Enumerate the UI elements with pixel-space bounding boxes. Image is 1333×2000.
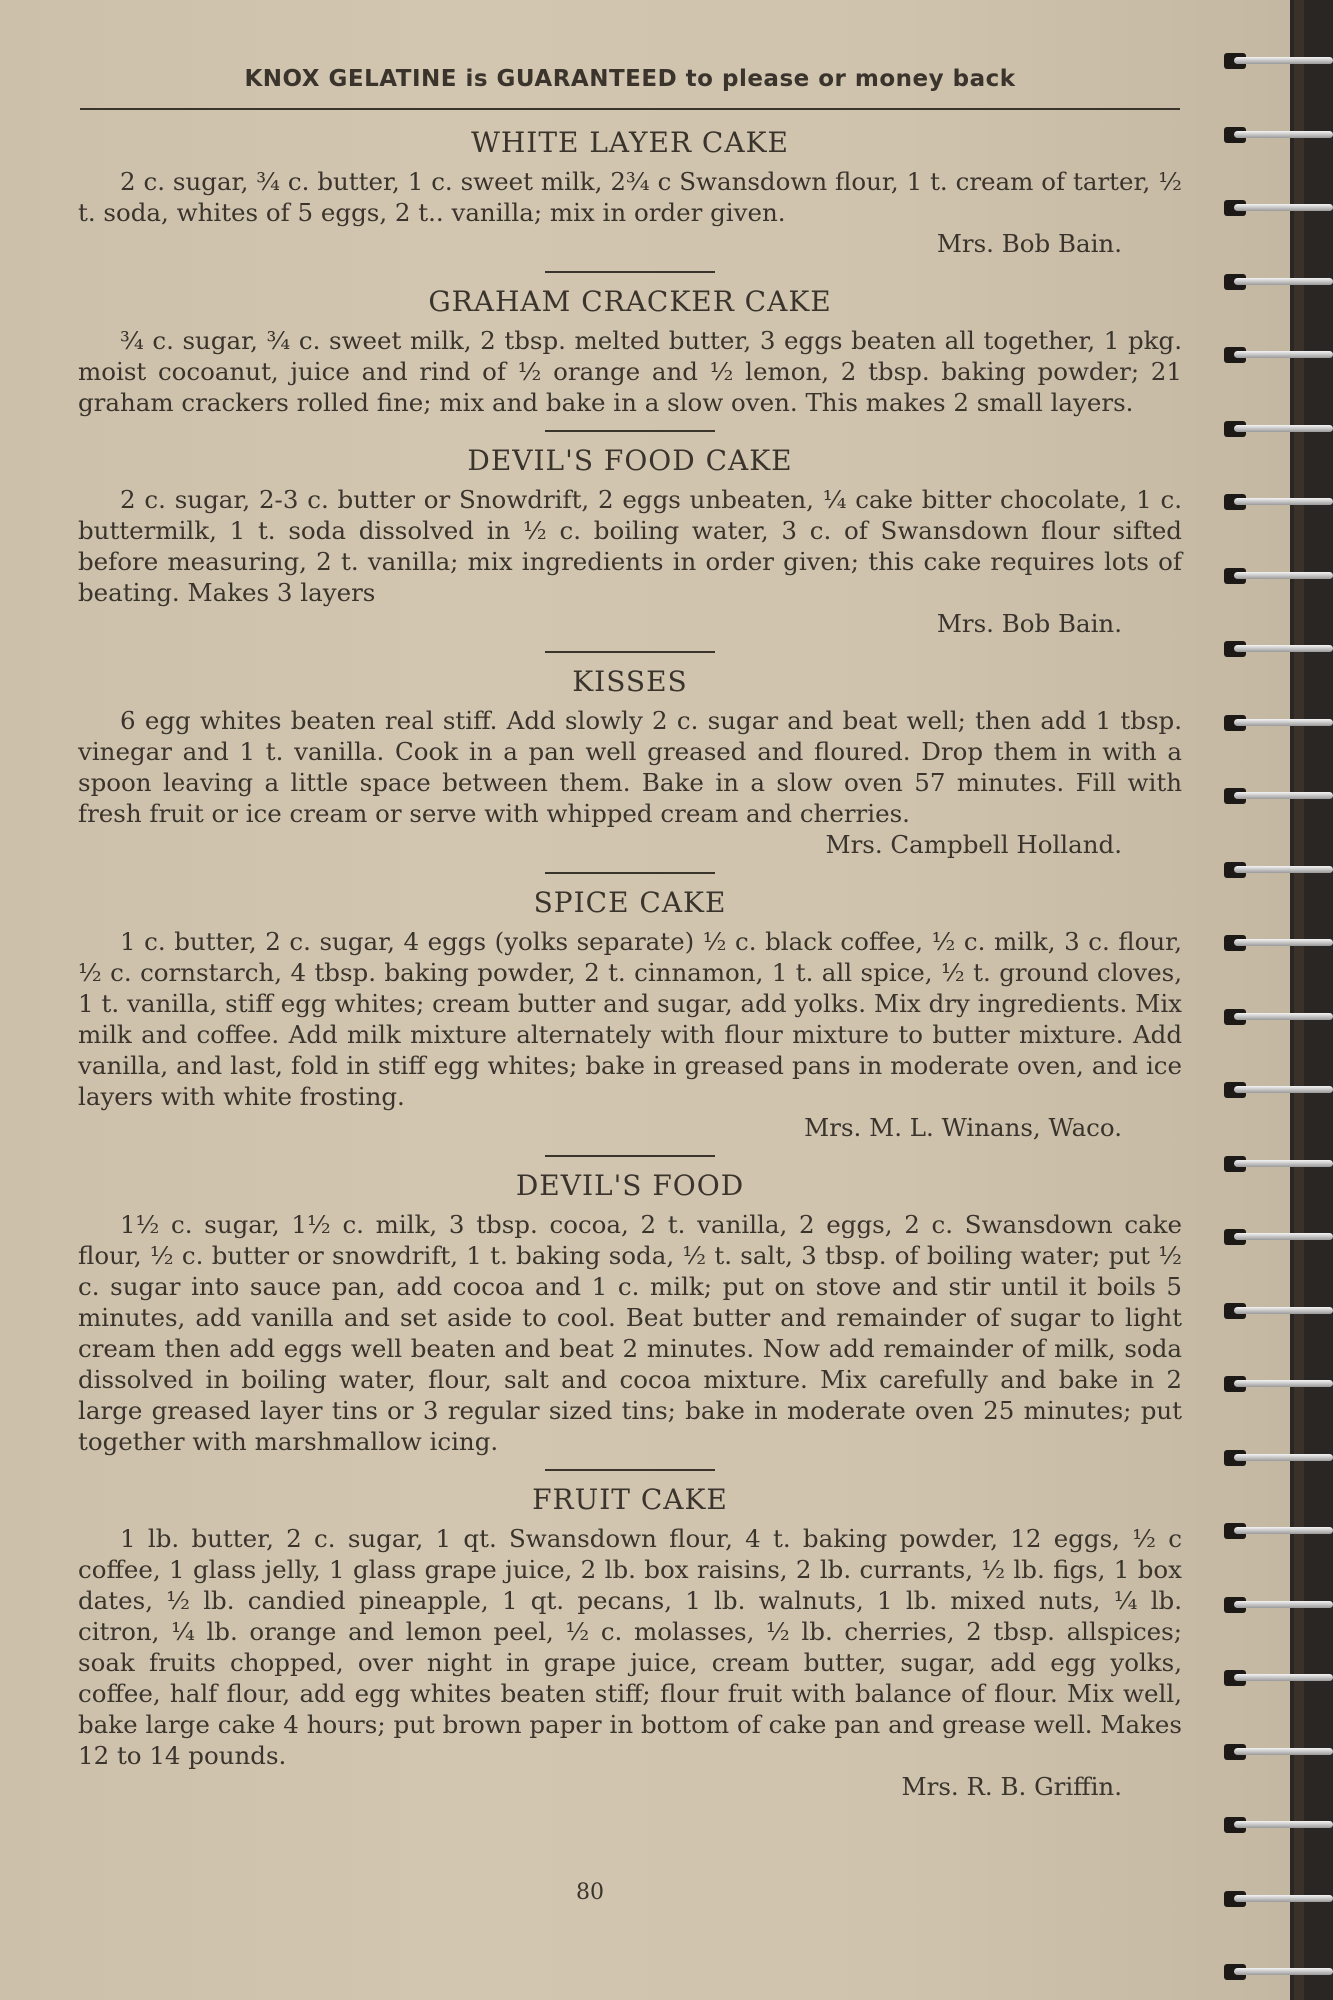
spiral-binding bbox=[1220, 0, 1333, 2000]
page-number: 80 bbox=[576, 1880, 604, 1905]
recipe-author: Mrs. Bob Bain. bbox=[936, 229, 1122, 258]
binding-coil bbox=[1220, 269, 1333, 295]
binding-coil bbox=[1220, 489, 1333, 515]
recipe-divider bbox=[545, 1155, 715, 1157]
coil-wire bbox=[1234, 572, 1333, 579]
binding-coil bbox=[1220, 342, 1333, 368]
binding-coil bbox=[1220, 563, 1333, 589]
page-header: KNOX GELATINE is GUARANTEED to please or money back bbox=[244, 66, 1016, 92]
recipe-author: Mrs. Campbell Holland. bbox=[825, 830, 1122, 859]
recipe-body: ¾ c. sugar, ¾ c. sweet milk, 2 tbsp. melted butter, 3 eggs beaten all together, 1 pkg. moist cocoanut, juice and rind of ½ orange and ½ lemon, 2 tbsp. baking powder; 21 graham crackers rolled fine; mix and bake in a slow oven. This makes 2 small layers. bbox=[78, 326, 1182, 417]
recipe-author: Mrs. M. L. Winans, Waco. bbox=[804, 1113, 1122, 1142]
binding-coil bbox=[1220, 1665, 1333, 1691]
coil-wire bbox=[1234, 1527, 1333, 1534]
binding-coil bbox=[1220, 636, 1333, 662]
coil-wire bbox=[1234, 1380, 1333, 1387]
coil-wire bbox=[1234, 1674, 1333, 1681]
binding-coil bbox=[1220, 1371, 1333, 1397]
recipe-white-layer-cake bbox=[78, 126, 1182, 259]
coil-wire bbox=[1234, 1968, 1333, 1975]
recipe-body: 6 egg whites beaten real stiff. Add slowly 2 c. sugar and beat well; then add 1 tbsp. vinegar and 1 t. vanilla. Cook in a pan well greased and floured. Drop them in with a spoon leaving a little space between them. Bake in a slow oven 57 minutes. Fill with fresh fruit or ice cream or serve with whipped cream and cherries. bbox=[78, 706, 1182, 828]
recipe-fruit-cake bbox=[78, 1483, 1182, 1802]
binding-coil bbox=[1220, 783, 1333, 809]
coil-wire bbox=[1234, 351, 1333, 358]
binding-coil bbox=[1220, 930, 1333, 956]
coil-wire bbox=[1234, 1086, 1333, 1093]
recipe-devils-food bbox=[78, 1169, 1182, 1457]
recipe-body: 2 c. sugar, 2-3 c. butter or Snowdrift, 2 eggs unbeaten, ¼ cake bitter chocolate, 1 c. buttermilk, 1 t. soda dissolved in ½ c. boiling water, 3 c. of Swansdown flour sifted before measuring, 2 t. vanilla; mix ingredients in order given; this cake requires lots of beating. Makes 3 layers bbox=[78, 485, 1182, 607]
recipe-divider bbox=[545, 271, 715, 273]
coil-wire bbox=[1234, 792, 1333, 799]
binding-coil bbox=[1220, 48, 1333, 74]
recipe-body: 1 lb. butter, 2 c. sugar, 1 qt. Swansdown flour, 4 t. baking powder, 12 eggs, ½ c coffee, 1 glass jelly, 1 glass grape juice, 2 lb. box raisins, 2 lb. currants, ½ lb. figs, 1 box dates, ½ lb. candied pineapple, 1 qt. pecans, 1 lb. walnuts, 1 lb. mixed nuts, ¼ lb. citron, ¼ lb. orange and lemon peel, ½ c. molasses, ½ lb. cherries, 2 tbsp. allspices; soak fruits chopped, over night in grape juice, cream butter, sugar, add egg yolks, coffee, half flour, add egg whites beaten stiff; flour fruit with balance of flour. Mix well, bake large cake 4 hours; put brown paper in bottom of cake pan and grease well. Makes 12 to 14 pounds. bbox=[78, 1524, 1182, 1770]
coil-wire bbox=[1234, 939, 1333, 946]
coil-wire bbox=[1234, 1160, 1333, 1167]
recipe-body: 1½ c. sugar, 1½ c. milk, 3 tbsp. cocoa, 2 t. vanilla, 2 eggs, 2 c. Swansdown cake flour, ½ c. butter or snowdrift, 1 t. baking soda, ½ t. salt, 3 tbsp. of boiling water; put ½ c. sugar into sauce pan, add cocoa and 1 c. milk; put on stove and stir until it boils 5 minutes, add vanilla and set aside to cool. Beat butter and remainder of sugar to light cream then add eggs well beaten and beat 2 minutes. Now add remainder of milk, soda dissolved in boiling water, flour, salt and cocoa mixture. Mix carefully and bake in 2 large greased layer tins or 3 regular sized tins; bake in moderate oven 25 minutes; put together with marshmallow icing. bbox=[78, 1210, 1182, 1456]
recipe-divider bbox=[545, 872, 715, 874]
binding-coil bbox=[1220, 122, 1333, 148]
binding-coil bbox=[1220, 1518, 1333, 1544]
binding-coil bbox=[1220, 416, 1333, 442]
binding-coil bbox=[1220, 1886, 1333, 1912]
recipe-divider bbox=[545, 430, 715, 432]
coil-wire bbox=[1234, 498, 1333, 505]
recipe-spice-cake bbox=[78, 886, 1182, 1143]
recipe-kisses bbox=[78, 665, 1182, 860]
binding-coil bbox=[1220, 1812, 1333, 1838]
coil-wire bbox=[1234, 1601, 1333, 1608]
coil-wire bbox=[1234, 57, 1333, 64]
coil-wire bbox=[1234, 278, 1333, 285]
recipe-body: 2 c. sugar, ¾ c. butter, 1 c. sweet milk, 2¾ c Swansdown flour, 1 t. cream of tarter, ½ t. soda, whites of 5 eggs, 2 t.. vanilla; mix in order given. bbox=[78, 167, 1182, 227]
recipe-divider bbox=[545, 1469, 715, 1471]
coil-wire bbox=[1234, 645, 1333, 652]
binding-coil bbox=[1220, 1739, 1333, 1765]
coil-wire bbox=[1234, 866, 1333, 873]
coil-wire bbox=[1234, 1233, 1333, 1240]
header-rule bbox=[80, 108, 1180, 110]
recipe-title: SPICE CAKE bbox=[533, 886, 727, 919]
binding-coil bbox=[1220, 710, 1333, 736]
recipes-column bbox=[78, 126, 1182, 1802]
recipe-graham-cracker-cake bbox=[78, 285, 1182, 418]
binding-coil bbox=[1220, 195, 1333, 221]
binding-coil bbox=[1220, 857, 1333, 883]
coil-wire bbox=[1234, 131, 1333, 138]
recipe-title: GRAHAM CRACKER CAKE bbox=[428, 285, 832, 318]
binding-coil bbox=[1220, 1592, 1333, 1618]
coil-wire bbox=[1234, 1013, 1333, 1020]
recipe-body: 1 c. butter, 2 c. sugar, 4 eggs (yolks separate) ½ c. black coffee, ½ c. milk, 3 c. flour, ½ c. cornstarch, 4 tbsp. baking powder, 2 t. cinnamon, 1 t. all spice, ½ t. ground cloves, 1 t. vanilla, stiff egg whites; cream butter and sugar, add yolks. Mix dry ingredients. Mix milk and coffee. Add milk mixture alternately with flour mixture to butter mixture. Add vanilla, and last, fold in stiff egg whites; bake in greased pans in moderate oven, and ice layers with white frosting. bbox=[78, 927, 1182, 1111]
recipe-title: FRUIT CAKE bbox=[532, 1483, 728, 1516]
coil-wire bbox=[1234, 1895, 1333, 1902]
recipe-devils-food-cake bbox=[78, 444, 1182, 639]
recipe-title: DEVIL'S FOOD CAKE bbox=[467, 444, 793, 477]
coil-wire bbox=[1234, 1454, 1333, 1461]
binding-coil bbox=[1220, 1298, 1333, 1324]
recipe-divider bbox=[545, 651, 715, 653]
recipe-title: KISSES bbox=[572, 665, 688, 698]
recipe-author: Mrs. R. B. Griffin. bbox=[901, 1772, 1122, 1801]
recipe-author: Mrs. Bob Bain. bbox=[936, 609, 1122, 638]
coil-wire bbox=[1234, 204, 1333, 211]
coil-wire bbox=[1234, 1821, 1333, 1828]
coil-wire bbox=[1234, 1307, 1333, 1314]
binding-coil bbox=[1220, 1004, 1333, 1030]
coil-wire bbox=[1234, 719, 1333, 726]
binding-coil bbox=[1220, 1445, 1333, 1471]
binding-coil bbox=[1220, 1224, 1333, 1250]
coil-wire bbox=[1234, 425, 1333, 432]
binding-coil bbox=[1220, 1077, 1333, 1103]
binding-coil bbox=[1220, 1959, 1333, 1985]
coil-wire bbox=[1234, 1748, 1333, 1755]
recipe-title: DEVIL'S FOOD bbox=[515, 1169, 745, 1202]
binding-coil bbox=[1220, 1151, 1333, 1177]
recipe-title: WHITE LAYER CAKE bbox=[471, 126, 789, 159]
